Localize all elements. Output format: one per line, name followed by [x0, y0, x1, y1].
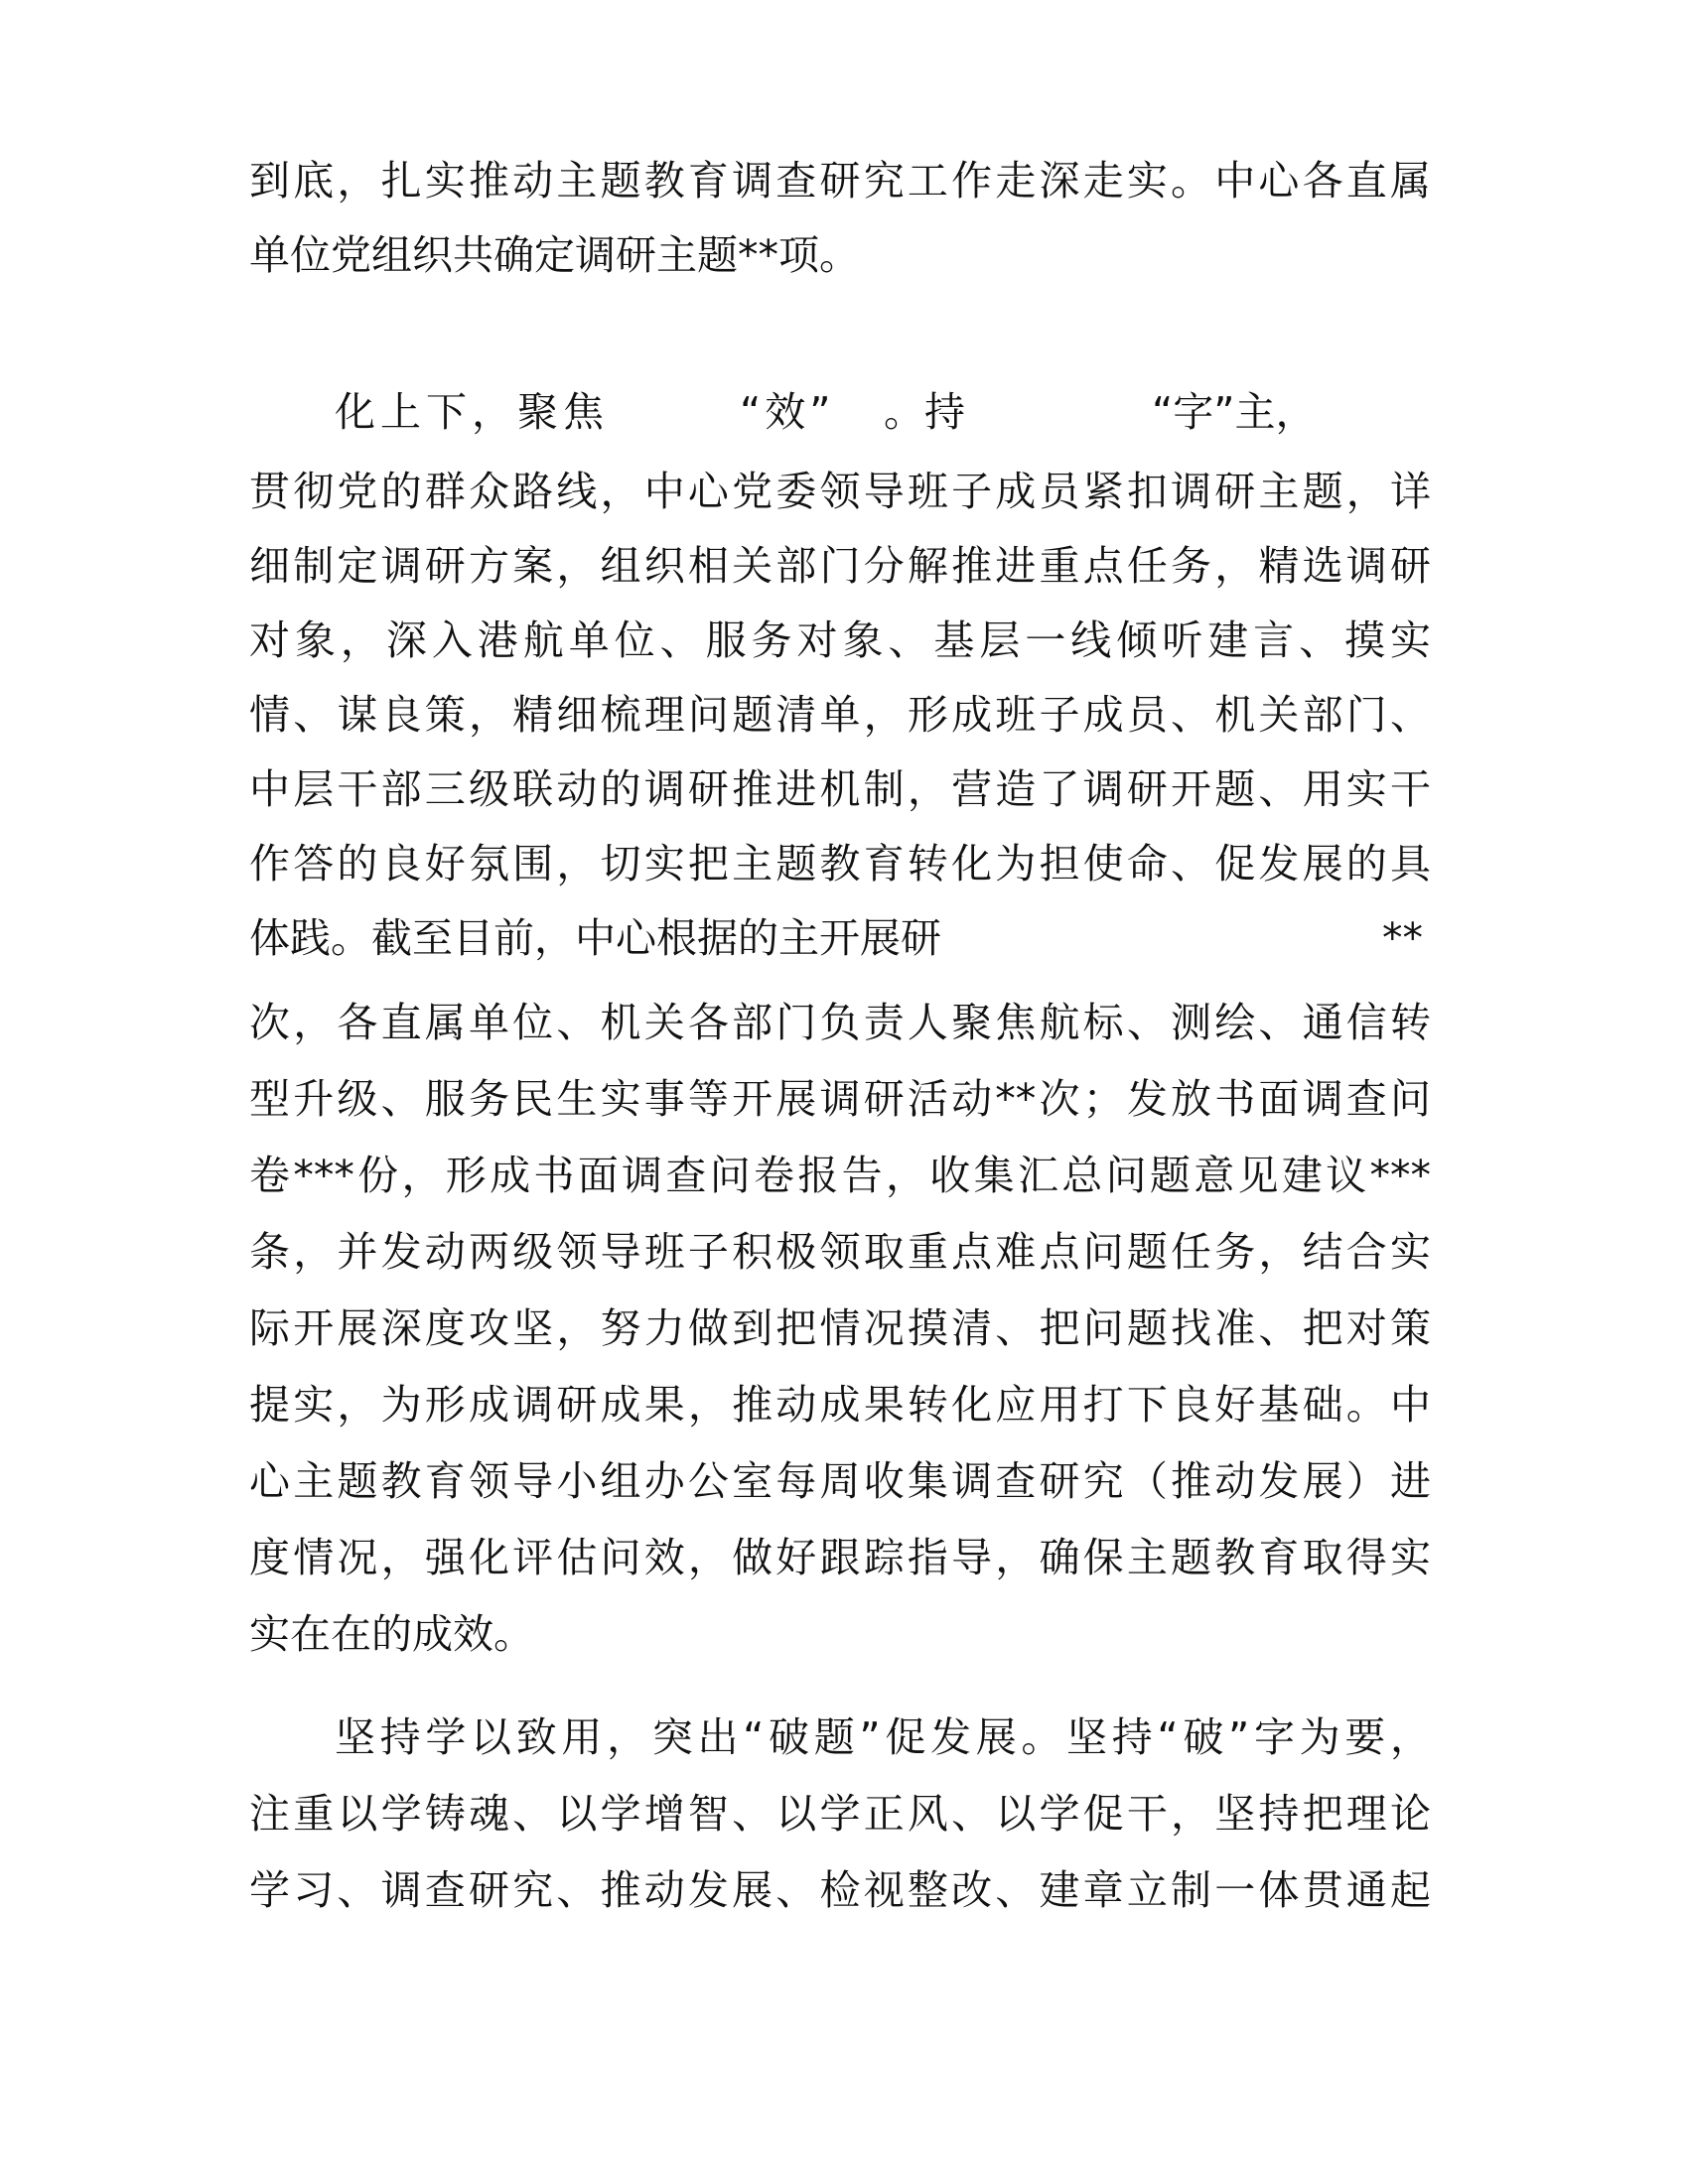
text-line: 对象，深入港航单位、服务对象、基层一线倾听建言、摸实 — [249, 616, 1431, 664]
text-fragment: “效” — [740, 388, 835, 436]
text-line: 学习、调查研究、推动发展、检视整改、建章立制一体贯通起 — [249, 1866, 1431, 1914]
text-fragment: 体践。截至目前，中心根据的主开展研 — [249, 914, 941, 962]
text-line: 实在在的成效。 — [249, 1610, 534, 1658]
text-line: 注重以学铸魂、以学增智、以学正风、以学促干，坚持把理论 — [249, 1790, 1431, 1838]
text-line: 次，各直属单位、机关各部门负责人聚焦航标、测绘、通信转 — [249, 999, 1431, 1046]
text-line: 坚持学以致用，突出“破题”促发展。坚持“破”字为要， — [335, 1713, 1431, 1761]
text-line: 中层干部三级联动的调研推进机制，营造了调研开题、用实干 — [249, 765, 1431, 813]
text-fragment: 。持 — [884, 388, 965, 436]
text-line: 到底，扎实推动主题教育调查研究工作走深走实。中心各直属 — [249, 157, 1431, 205]
text-fragment: “字”主， — [1152, 388, 1317, 436]
text-fragment: 化上下，聚焦 — [335, 388, 609, 436]
fragmented-text-line — [0, 908, 1688, 968]
text-line: 提实，为形成调研成果，推动成果转化应用打下良好基础。中 — [249, 1381, 1431, 1429]
text-line: 情、谋良策，精细梳理问题清单，形成班子成员、机关部门、 — [249, 691, 1431, 739]
text-line: 型升级、服务民生实事等开展调研活动**次；发放书面调查问 — [249, 1075, 1431, 1123]
text-line: 度情况，强化评估问效，做好跟踪指导，确保主题教育取得实 — [249, 1534, 1431, 1581]
text-line: 卷***份，形成书面调查问卷报告，收集汇总问题意见建议*** — [249, 1152, 1431, 1199]
text-fragment: ** — [1382, 914, 1423, 962]
text-line: 际开展深度攻坚，努力做到把情况摸清、把问题找准、把对策 — [249, 1304, 1431, 1352]
text-line: 贯彻党的群众路线，中心党委领导班子成员紧扣调研主题，详 — [249, 468, 1431, 515]
text-line: 作答的良好氛围，切实把主题教育转化为担使命、促发展的具 — [249, 840, 1431, 887]
text-line: 细制定调研方案，组织相关部门分解推进重点任务，精选调研 — [249, 542, 1431, 590]
text-line: 心主题教育领导小组办公室每周收集调查研究（推动发展）进 — [249, 1457, 1431, 1505]
text-line: 条，并发动两级领导班子积极领取重点难点问题任务，结合实 — [249, 1228, 1431, 1276]
text-line: 单位党组织共确定调研主题**项。 — [249, 231, 860, 279]
fragmented-text-line — [0, 382, 1688, 442]
